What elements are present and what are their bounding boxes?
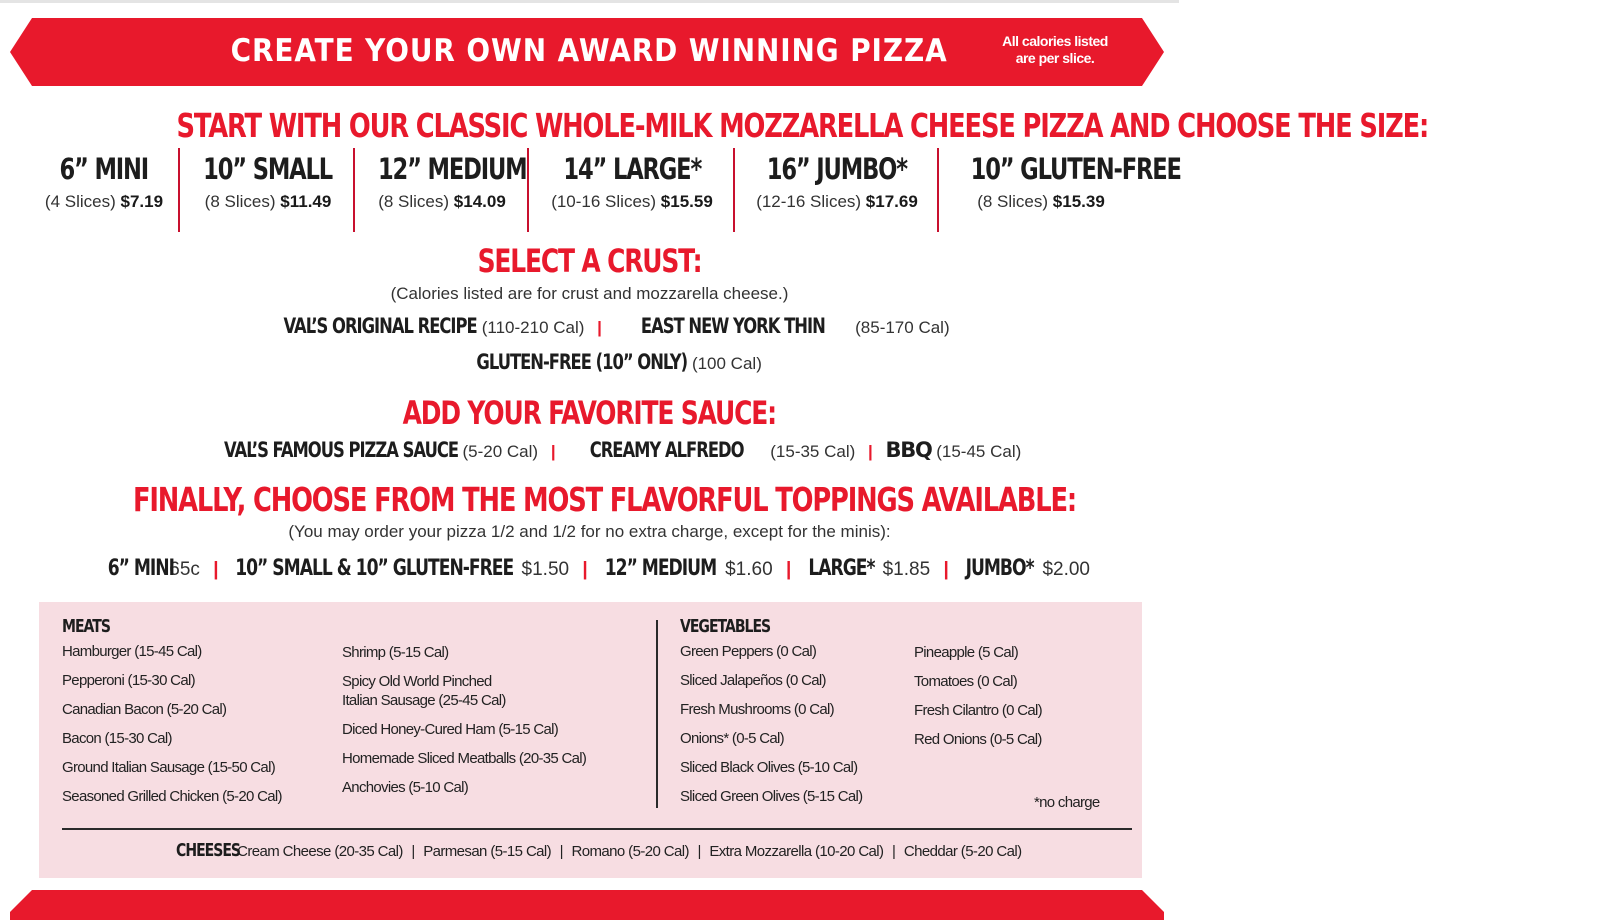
size-slices: (8 Slices) bbox=[378, 192, 450, 211]
separator: | bbox=[411, 843, 415, 860]
sauce-cal: (5-20 Cal) bbox=[462, 442, 539, 461]
sauce-options-row bbox=[0, 438, 1179, 462]
crust-note: (Calories listed are for crust and mozzarella cheese.) bbox=[390, 284, 789, 303]
topping-item-line: Spicy Old World Pinched bbox=[342, 673, 492, 690]
topping-item[interactable]: Canadian Bacon (5-20 Cal) bbox=[62, 701, 227, 718]
sauce-cal: (15-35 Cal) bbox=[770, 442, 856, 461]
separator: | bbox=[550, 442, 556, 461]
topping-item[interactable]: Fresh Cilantro (0 Cal) bbox=[914, 702, 1042, 719]
size-option-mini[interactable] bbox=[25, 152, 183, 212]
cheese-item[interactable]: Cheddar (5-20 Cal) bbox=[903, 843, 1022, 860]
size-price: $17.69 bbox=[865, 192, 918, 211]
size-name: 12” MEDIUM bbox=[377, 152, 527, 186]
topping-item[interactable]: Pineapple (5 Cal) bbox=[914, 644, 1018, 661]
sauce-option-alfredo[interactable]: CREAMY ALFREDO (15-35 Cal) bbox=[590, 438, 856, 462]
topping-item[interactable]: Sliced Black Olives (5-10 Cal) bbox=[680, 759, 858, 776]
topping-price: $2.00 bbox=[1042, 559, 1090, 580]
separator: | bbox=[597, 318, 602, 337]
topping-price-jumbo: JUMBO* $2.00 bbox=[965, 556, 1090, 581]
topping-prices-row bbox=[0, 556, 1179, 581]
topping-item[interactable]: Sliced Jalapeños (0 Cal) bbox=[680, 672, 826, 689]
size-divider bbox=[353, 148, 355, 232]
size-price: $15.39 bbox=[1052, 192, 1105, 211]
size-name: 14” LARGE* bbox=[563, 152, 701, 186]
column-divider bbox=[656, 620, 658, 808]
topping-price: $1.60 bbox=[725, 559, 773, 580]
toppings-note: (You may order your pizza 1/2 and 1/2 for no extra charge, except for the minis): bbox=[288, 522, 891, 541]
separator: | bbox=[213, 559, 219, 580]
topping-item[interactable]: Homemade Sliced Meatballs (20-35 Cal) bbox=[342, 750, 587, 767]
vegetables-column-2 bbox=[914, 638, 1042, 754]
size-slices: (12-16 Slices) bbox=[756, 192, 862, 211]
separator: | bbox=[943, 559, 949, 580]
size-heading: START WITH OUR CLASSIC WHOLE-MILK MOZZARELLA CHEESE PIZZA AND CHOOSE THE SIZE: bbox=[176, 106, 1429, 145]
size-divider bbox=[937, 148, 939, 232]
topping-item[interactable]: Green Peppers (0 Cal) bbox=[680, 643, 817, 660]
meats-column-1 bbox=[62, 616, 282, 811]
topping-item[interactable]: Red Onions (0-5 Cal) bbox=[914, 731, 1042, 748]
size-slices: (4 Slices) bbox=[44, 192, 116, 211]
topping-price-small: 10” SMALL & 10” GLUTEN-FREE $1.50 bbox=[235, 556, 570, 581]
cheese-divider bbox=[62, 828, 1132, 830]
size-option-jumbo[interactable] bbox=[737, 152, 937, 212]
calorie-note-line1: All calories listed bbox=[1002, 33, 1108, 49]
crust-cal: (110-210 Cal) bbox=[481, 318, 585, 337]
size-name: 6” MINI bbox=[59, 152, 149, 186]
meats-title: MEATS bbox=[62, 616, 110, 637]
topping-item[interactable]: Sliced Green Olives (5-15 Cal) bbox=[680, 788, 863, 805]
size-option-small[interactable] bbox=[183, 152, 353, 212]
crust-option-thin[interactable]: EAST NEW YORK THIN (85-170 Cal) bbox=[640, 314, 950, 338]
topping-item[interactable]: Anchovies (5-10 Cal) bbox=[342, 779, 469, 796]
size-slices: (8 Slices) bbox=[204, 192, 276, 211]
size-price: $14.09 bbox=[453, 192, 506, 211]
topping-item[interactable]: Ground Italian Sausage (15-50 Cal) bbox=[62, 759, 276, 776]
size-divider bbox=[527, 148, 529, 232]
cheeses-title: CHEESES bbox=[175, 840, 240, 861]
separator: | bbox=[582, 559, 588, 580]
vegetables-column-1 bbox=[680, 616, 862, 811]
sauce-cal: (15-45 Cal) bbox=[936, 442, 1022, 461]
toppings-heading: FINALLY, CHOOSE FROM THE MOST FLAVORFUL TOPPINGS AVAILABLE: bbox=[132, 480, 1076, 519]
size-price: $15.59 bbox=[660, 192, 713, 211]
crust-option-original[interactable]: VAL’S ORIGINAL RECIPE (110-210 Cal) bbox=[283, 314, 585, 338]
topping-price: $1.85 bbox=[882, 559, 931, 580]
bottom-banner bbox=[10, 890, 1164, 920]
size-price: $11.49 bbox=[280, 192, 332, 211]
topping-item[interactable]: Diced Honey-Cured Ham (5-15 Cal) bbox=[342, 721, 559, 738]
crust-cal: (85-170 Cal) bbox=[855, 318, 950, 337]
topping-price-medium: 12” MEDIUM $1.60 bbox=[604, 556, 773, 581]
meats-column-2 bbox=[342, 638, 586, 802]
topping-item[interactable]: Pepperoni (15-30 Cal) bbox=[62, 672, 195, 689]
crust-option-gluten-free[interactable]: GLUTEN-FREE (10” ONLY) (100 Cal) bbox=[476, 350, 762, 374]
cheese-item[interactable]: Parmesan (5-15 Cal) bbox=[423, 843, 552, 860]
cheeses-row bbox=[0, 840, 1179, 861]
topping-price-mini: 6” MINI 65c bbox=[107, 556, 200, 581]
size-name: 10” SMALL bbox=[203, 152, 333, 186]
size-slices: (8 Slices) bbox=[977, 192, 1049, 211]
crust-options-row bbox=[0, 314, 1179, 338]
top-edge bbox=[0, 0, 1179, 3]
separator: | bbox=[892, 843, 896, 860]
cheese-item[interactable]: Romano (5-20 Cal) bbox=[571, 843, 689, 860]
banner-title: CREATE YOUR OWN AWARD WINNING PIZZA bbox=[230, 33, 948, 69]
size-name: 16” JUMBO* bbox=[766, 152, 908, 186]
topping-item[interactable]: Shrimp (5-15 Cal) bbox=[342, 644, 449, 661]
separator: | bbox=[697, 843, 701, 860]
sauce-heading: ADD YOUR FAVORITE SAUCE: bbox=[402, 394, 777, 432]
sauce-option-bbq[interactable]: BBQ (15-45 Cal) bbox=[885, 438, 1022, 462]
topping-item[interactable]: Fresh Mushrooms (0 Cal) bbox=[680, 701, 834, 718]
crust-heading: SELECT A CRUST: bbox=[477, 242, 702, 280]
size-name: 10” GLUTEN-FREE bbox=[970, 152, 1181, 186]
topping-item[interactable]: Bacon (15-30 Cal) bbox=[62, 730, 172, 747]
separator: | bbox=[785, 559, 792, 580]
separator: | bbox=[868, 442, 873, 461]
topping-item[interactable]: Onions* (0-5 Cal) bbox=[680, 730, 784, 747]
no-charge-footnote: *no charge bbox=[1034, 794, 1100, 811]
topping-item[interactable]: Hamburger (15-45 Cal) bbox=[62, 643, 202, 660]
topping-item[interactable]: Tomatoes (0 Cal) bbox=[914, 673, 1018, 690]
cheese-item[interactable]: Cream Cheese (20-35 Cal) bbox=[237, 843, 403, 860]
topping-item[interactable]: Seasoned Grilled Chicken (5-20 Cal) bbox=[62, 788, 282, 805]
calorie-note bbox=[975, 33, 1135, 67]
size-price: $7.19 bbox=[120, 192, 164, 211]
size-option-large[interactable] bbox=[531, 152, 733, 212]
topping-price: $1.50 bbox=[521, 559, 570, 580]
topping-price-large: LARGE* $1.85 bbox=[807, 556, 931, 581]
topping-item-multiline[interactable] bbox=[342, 667, 586, 715]
calorie-note-line2: are per slice. bbox=[1015, 50, 1095, 66]
separator: | bbox=[559, 843, 563, 860]
size-option-gluten-free[interactable] bbox=[941, 152, 1181, 212]
size-option-medium[interactable] bbox=[357, 152, 527, 212]
topping-item-line: Italian Sausage (25-45 Cal) bbox=[342, 692, 506, 709]
vegetables-title: VEGETABLES bbox=[680, 616, 771, 637]
topping-price: 65c bbox=[169, 559, 200, 580]
crust-cal: (100 Cal) bbox=[691, 354, 762, 373]
size-divider bbox=[733, 148, 735, 232]
sauce-option-famous[interactable]: VAL’S FAMOUS PIZZA SAUCE (5-20 Cal) bbox=[223, 438, 539, 462]
cheese-item[interactable]: Extra Mozzarella (10-20 Cal) bbox=[709, 843, 884, 860]
size-slices: (10-16 Slices) bbox=[551, 192, 657, 211]
